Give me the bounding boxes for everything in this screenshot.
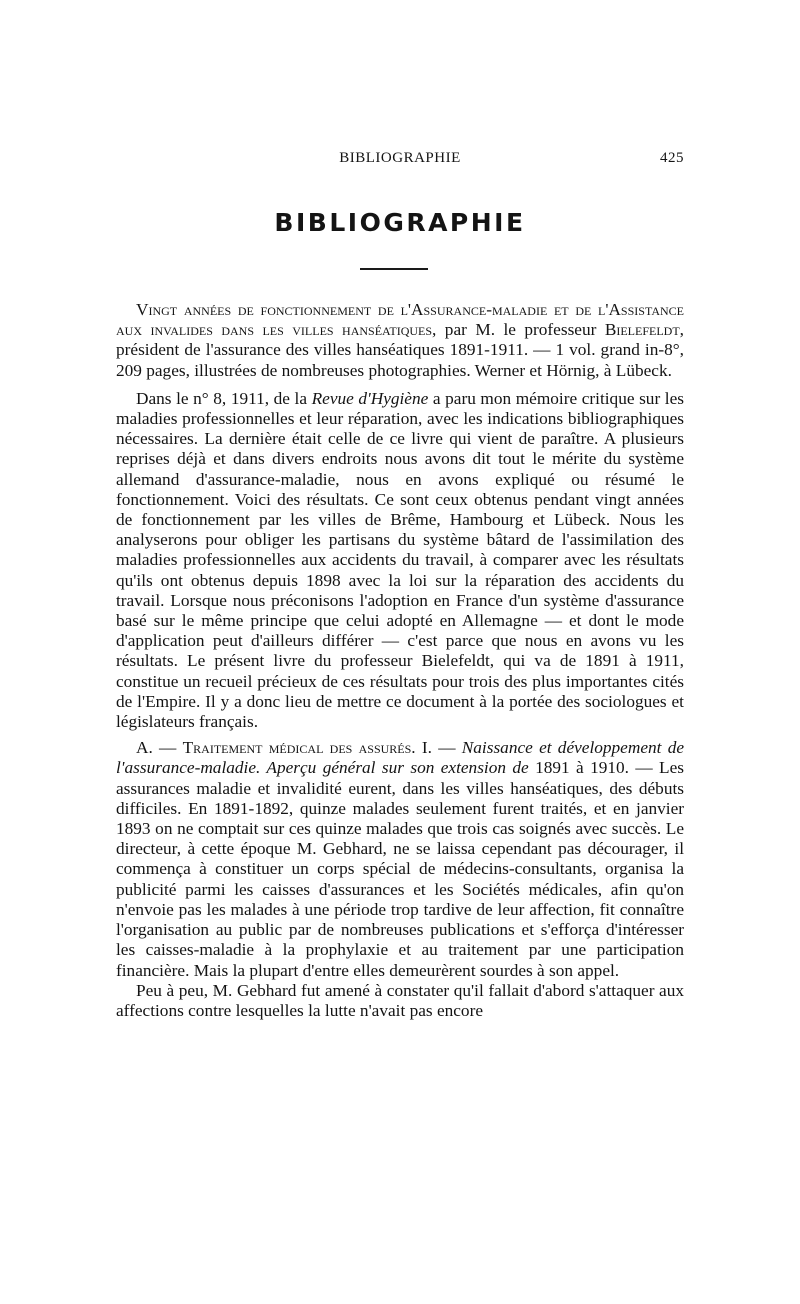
body-text	[116, 300, 684, 1021]
running-title: BIBLIOGRAPHIE	[339, 150, 461, 166]
paragraph-review	[116, 389, 684, 732]
paragraph-treatment-text: — Les assurances maladie et invalidité eurent, dans les villes hanséatiques, des débuts difficiles. En 1891-1892, quinze malades seulement furent traités, et en janvier 1893 on ne comptait sur ces quinze malades que trois cas soignés avec succès. Le directeur, à cette époque M. Gebhard, ne se laissa cependant pas décourager, il commença à constituer un corps spécial de médecins-consultants, organisa la publicité parmi les caisses d'assurances et les Sociétés médicales, afin qu'on n'envoie pas les malades à une période trop tardive de leur affection, fit connaître l'organisation au public par de nombreuses publications et s'efforça d'intéresser les caisses-maladie à la prophylaxie et au traitement par une participation financière. Mais la plupart d'entre elles demeurèrent sourdes à son appel.	[116, 758, 685, 980]
paragraph-gebhard-text: Peu à peu, M. Gebhard fut amené à constater qu'il fallait d'abord s'attaquer aux affections contre lesquelles la lutte n'avait pas encore	[116, 980, 684, 1020]
section-label: A. —	[136, 738, 183, 758]
running-header	[116, 150, 684, 172]
paragraph-review-text-a: Dans le n° 8, 1911, de la	[136, 388, 312, 408]
section-subtitle: Naissance et développement de l'assurance-maladie. Aperçu général sur son extension de	[116, 738, 685, 778]
section-heading: Traitement médical des assurés	[182, 738, 412, 758]
entry-by: par M. le professeur	[436, 320, 605, 340]
paragraph-review-text-b: a paru mon mémoire critique sur les maladies professionnelles et leur réparation, avec les indications bibliographiques nécessaires. La dernière était celle de ce livre qui vient de paraître. A plusieurs reprises déjà et dans divers endroits nous avons dit tout le mérite du système allemand d'assurance-maladie, nous en avons expliqué ou résumé le fonctionnement. Voici des résultats. Ce sont ceux obtenus pendant vingt années de fonctionnement par les villes de Brême, Hambourg et Lübeck. Nous les analyserons pour obliger les partisans du système bâtard de l'assimilation des maladies professionnelles aux accidents du travail, à comparer avec les résultats qu'ils ont obtenus depuis 1898 avec la loi sur la réparation des accidents du travail. Lorsque nous préconisons l'adoption en France d'un système d'assurance basé sur le même principe que celui adopté en Allemagne — et dont le mode d'application peut d'ailleurs différer — c'est parce que nous en avons vu les résultats. Le présent livre du professeur Bielefeldt, qui va de 1891 à 1911, constitue un recueil précieux de ces résultats pour trois des plus importantes cités de l'Empire. Il y a donc lieu de mettre ce document à la portée des sociologues et législateurs français.	[116, 388, 684, 732]
journal-title: Revue d'Hygiène	[311, 388, 429, 408]
paragraph-treatment	[116, 738, 684, 980]
section-years: 1891 à 1910.	[528, 758, 629, 778]
bibliographic-entry	[116, 300, 684, 381]
section-title: BIBLIOGRAPHIE	[274, 208, 526, 237]
paragraph-gebhard	[116, 981, 684, 1021]
entry-details: , président de l'assurance des villes hanséatiques 1891-1911. — 1 vol. grand in-8°, 209 pages, illustrées de nombreuses photographies. Werner et Hörnig, à Lübeck.	[116, 320, 684, 380]
entry-title: Vingt années de fonctionnement de l'Assurance-maladie et de l'Assistance aux invalides dans les villes hanséatiques,	[116, 300, 684, 340]
page-number: 425	[660, 150, 684, 166]
entry-author: Bielefeldt	[604, 320, 680, 340]
section-number: . I. —	[411, 738, 462, 758]
title-divider	[360, 268, 428, 270]
